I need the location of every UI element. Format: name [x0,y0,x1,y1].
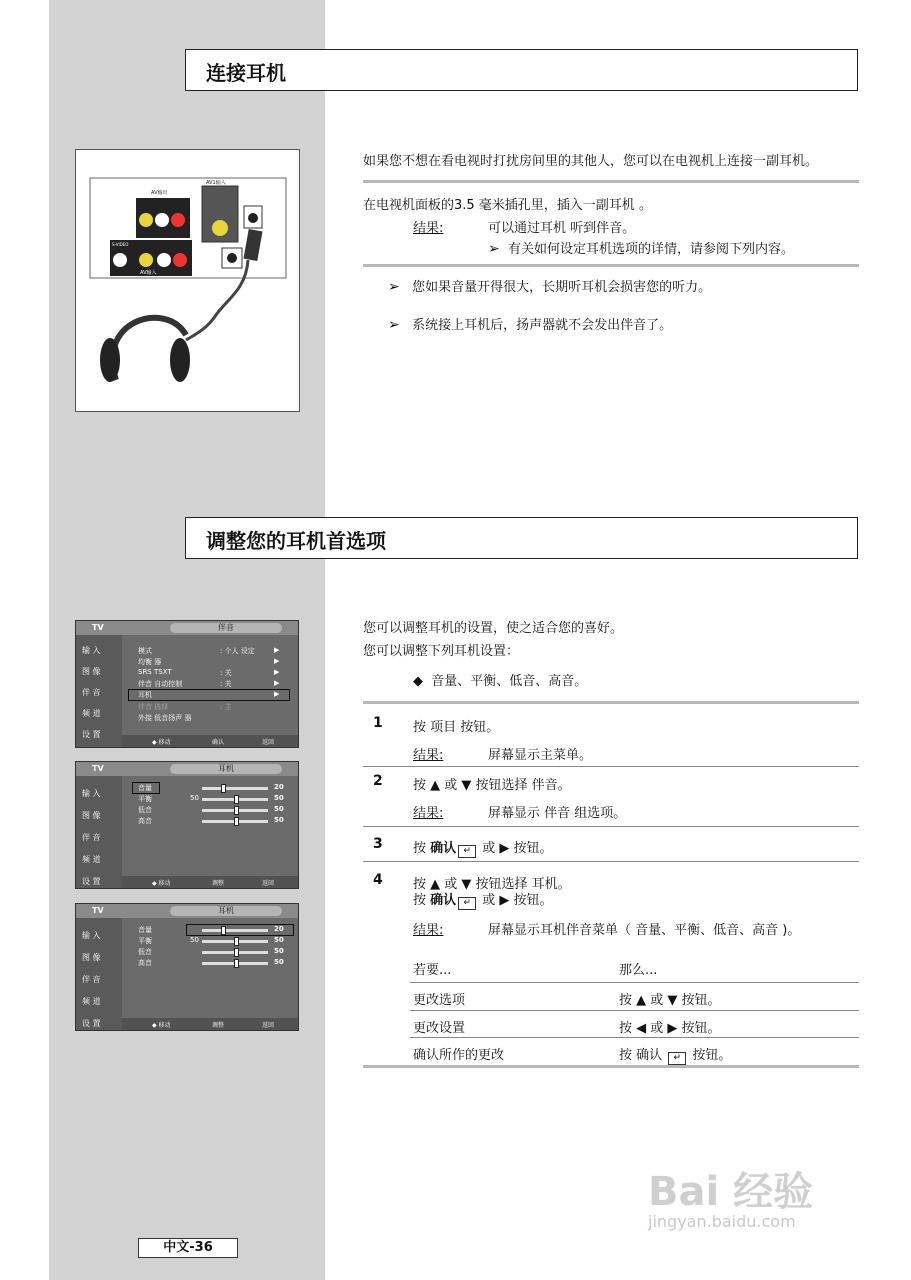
osd-side-item: 图 像 [82,811,101,820]
section-title-connect-headphones [185,49,858,91]
step-4-line-2-a: 按 [413,893,431,908]
osd-side-item: 输 入 [82,789,101,798]
osd-value: : 主 [220,703,232,711]
osd-slider [202,940,268,943]
divider [363,1065,859,1068]
note-2-text: 系统接上耳机后，扬声器就不会发出伴音了。 [412,318,673,333]
divider [363,826,859,827]
osd-item-selected: 音量 [138,784,152,792]
osd-tv-label: TV [92,906,104,915]
result-text: 可以通过耳机 听到伴音。 [488,221,636,236]
table-cell: 确认所作的更改 [413,1048,505,1063]
osd-arrow-icon: ▶ [274,668,280,676]
av1-in-label: AV1输入 [206,180,226,186]
osd-arrow-icon: ▶ [274,679,280,687]
osd-side-item: 伴 音 [82,975,101,984]
osd-header [76,762,298,776]
instruction-text: 在电视机面板的3.5 毫米插孔里，插入一副耳机 。 [363,198,652,213]
osd-footer [122,876,298,888]
bullet-item [413,670,587,689]
svideo-label: S-VIDEO [112,242,129,247]
osd-tv-label: TV [92,623,104,632]
osd-side-item: 伴 音 [82,688,101,697]
section-title-text: 连接耳机 [206,61,286,85]
osd-side-item: 图 像 [82,667,101,676]
osd-value: 50 [190,936,199,944]
osd-slider [202,809,268,812]
osd-foot-item: 确认 [212,739,225,746]
osd-slider-knob [234,795,239,804]
osd-slider [202,962,268,965]
osd-value: 50 [274,816,284,824]
watermark-logo: Bai 经验 [648,1169,814,1215]
table-cell: 更改设置 [413,1021,466,1036]
osd-item: 伴音 自动控制 [138,680,183,688]
osd-item: 伴音 选择 [138,703,169,711]
step-4-result: 屏幕显示耳机伴音菜单（ 音量、平衡、低音、高音 )。 [488,923,801,938]
note-1 [388,276,711,295]
osd-foot-item: 返回 [262,739,275,746]
av-in-label: AV输入 [140,270,157,276]
osd-foot-item: ◆ 移动 [152,739,171,746]
enter-icon: ↵ [668,1052,686,1065]
table-cell: 按 ◀ 或 ▶ 按钮。 [619,1021,721,1036]
step-4-line-2-c: 或 ▶ 按钮。 [478,893,553,908]
osd-slider-knob [234,959,239,968]
osd-side-item: 设 置 [82,1019,101,1028]
divider [363,701,859,704]
section-title-headphone-settings [185,517,858,559]
step-1-result-label: 结果: [413,748,444,763]
osd-header [76,621,298,635]
osd-foot-item: 返回 [262,1022,275,1029]
table-cell-b: 按钮。 [692,1048,732,1063]
osd-item: 高音 [138,959,152,967]
osd-value: : 个人 设定 [220,647,255,655]
step-number: 4 [373,872,383,888]
osd-value: 20 [274,925,284,933]
result-note-text: 有关如何设定耳机选项的详情，请参阅下列内容。 [508,242,795,257]
step-3-text-a: 按 [413,841,431,856]
osd-value: 50 [274,958,284,966]
divider [410,1037,859,1038]
osd-item: 高音 [138,817,152,825]
divider [410,982,859,983]
osd-tv-label: TV [92,764,104,773]
table-cell-a: 按 确认 [619,1048,663,1063]
osd-arrow-icon: ▶ [274,690,280,698]
osd-value: 50 [274,947,284,955]
osd-item: 音量 [138,926,152,934]
osd-value: 50 [274,794,284,802]
osd-title: 耳机 [170,764,282,774]
osd-foot-item: 返回 [262,880,275,887]
table-head-then: 那么... [619,963,658,978]
osd-value: 20 [274,783,284,791]
osd-arrow-icon: ▶ [274,646,280,654]
osd-sound-menu [75,620,299,748]
step-3-text-c: 或 ▶ 按钮。 [478,841,553,856]
divider [410,1010,859,1011]
osd-side-menu [76,635,122,747]
divider [363,766,859,767]
osd-item: 低音 [138,806,152,814]
osd-item: 均衡 器 [138,658,162,666]
osd-item-selected: 耳机 [138,691,152,699]
osd-side-item: 图 像 [82,953,101,962]
step-number: 1 [373,715,383,731]
osd-foot-item: ◆ 移动 [152,1022,171,1029]
osd-value: 50 [274,936,284,944]
osd-headphone-menu [75,761,299,889]
watermark-url: jingyan.baidu.com [648,1212,796,1231]
step-4-result-label: 结果: [413,923,444,938]
osd-slider [202,798,268,801]
bullet-icon: ◆ [413,674,423,689]
arrow-icon: ➢ [388,317,400,333]
osd-footer [122,1018,298,1030]
step-1-result: 屏幕显示主菜单。 [488,748,593,763]
step-number: 2 [373,773,383,789]
osd-side-item: 频 道 [82,855,101,864]
section-title-text: 调整您的耳机首选项 [206,529,386,553]
osd-selection-box [128,689,290,701]
osd-slider-knob [234,937,239,946]
enter-icon: ↵ [458,845,476,858]
page-number: 中文-36 [138,1238,238,1258]
intro-2: 您可以调整下列耳机设置： [363,644,520,659]
note-1-text: 您如果音量开得很大，长期听耳机会损害您的听力。 [412,280,712,295]
osd-slider [202,820,268,823]
step-3-text [413,837,553,858]
osd-slider-knob [234,817,239,826]
arrow-icon: ➢ [388,279,400,295]
osd-item: 平衡 [138,937,152,945]
note-2 [388,314,672,333]
osd-slider-knob [234,806,239,815]
osd-side-item: 伴 音 [82,833,101,842]
osd-side-menu [76,918,122,1030]
osd-value: 50 [274,805,284,813]
osd-value: 50 [190,794,199,802]
osd-side-item: 设 置 [82,877,101,886]
divider [363,861,859,862]
table-cell [619,1044,731,1065]
bullet-text: 音量、平衡、低音、高音。 [431,674,588,689]
osd-slider-knob [234,948,239,957]
osd-slider-knob [221,784,226,793]
step-4-line-1: 按 ▲ 或 ▼ 按钮选择 耳机。 [413,877,571,892]
osd-item: 模式 [138,647,152,655]
divider [363,180,859,183]
osd-header [76,904,298,918]
divider [363,264,859,267]
osd-slider [202,787,268,790]
osd-side-menu [76,776,122,888]
osd-foot-item: ◆ 移动 [152,880,171,887]
osd-foot-item: 调整 [212,1022,225,1029]
table-head-want: 若要... [413,963,452,978]
step-4-line-2 [413,889,553,910]
step-4-line-2-b: 确认 [430,893,457,908]
enter-icon: ↵ [458,897,476,910]
av-out-label: AV输出 [151,190,168,196]
result-label: 结果: [413,221,444,236]
step-2-result: 屏幕显示 伴音 组选项。 [488,806,627,821]
step-2-result-label: 结果: [413,806,444,821]
osd-item: 低音 [138,948,152,956]
osd-foot-item: 调整 [212,880,225,887]
osd-item: 平衡 [138,795,152,803]
step-2-text: 按 ▲ 或 ▼ 按钮选择 伴音。 [413,778,571,793]
osd-arrow-icon: ▶ [274,657,280,665]
table-cell: 按 ▲ 或 ▼ 按钮。 [619,993,721,1008]
osd-side-item: 频 道 [82,709,101,718]
osd-side-item: 输 入 [82,646,101,655]
intro-text: 如果您不想在看电视时打扰房间里的其他人，您可以在电视机上连接一副耳机。 [363,154,819,169]
table-cell: 更改选项 [413,993,466,1008]
step-3-text-b: 确认 [430,841,457,856]
headphone-connection-illustration [75,149,300,412]
arrow-icon: ➢ [488,241,500,257]
osd-value: : 关 [220,680,232,688]
osd-slider [202,929,268,932]
step-number: 3 [373,836,383,852]
osd-side-item: 设 置 [82,730,101,739]
osd-side-item: 频 道 [82,997,101,1006]
osd-slider [202,951,268,954]
osd-value: : 关 [220,669,232,677]
osd-headphone-menu-adjust [75,903,299,1031]
osd-footer [122,735,298,747]
osd-item: SRS TSXT [138,668,172,676]
osd-title: 耳机 [170,906,282,916]
osd-side-item: 输 入 [82,931,101,940]
intro-1: 您可以调整耳机的设置，使之适合您的喜好。 [363,621,624,636]
step-1-text: 按 项目 按钮。 [413,720,500,735]
osd-title: 伴音 [170,623,282,633]
result-note [488,238,794,257]
osd-slider-knob [221,926,226,935]
osd-item: 外接 低音扬声 器 [138,714,192,722]
